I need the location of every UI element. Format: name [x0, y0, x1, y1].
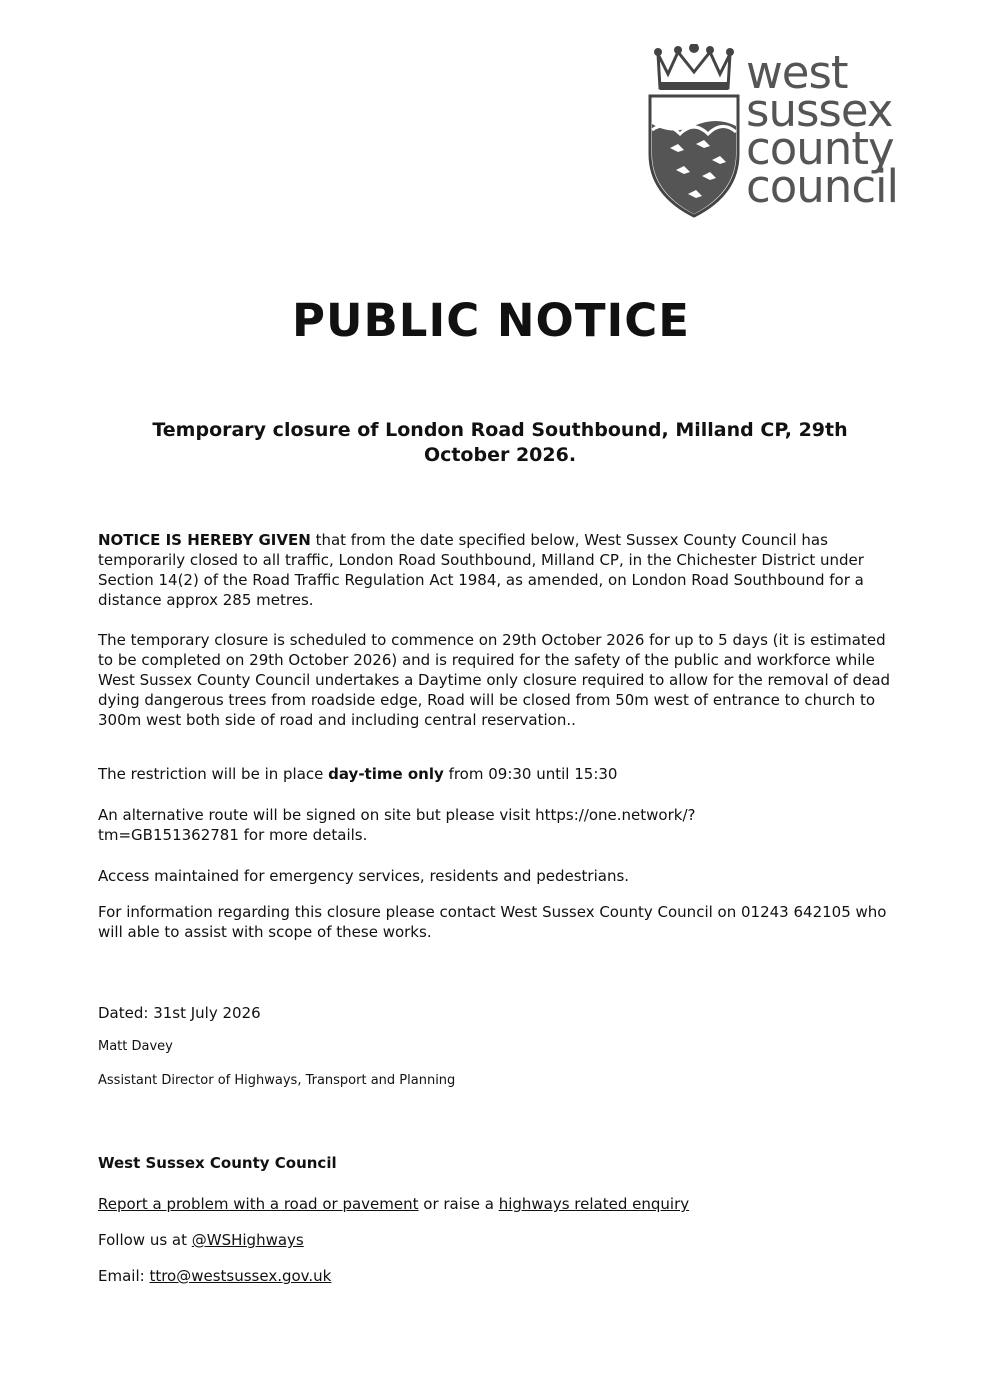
coat-of-arms-icon	[646, 44, 742, 219]
footer-follow-line	[98, 1230, 898, 1250]
notice-paragraph	[98, 530, 898, 610]
page-title: PUBLIC NOTICE	[291, 294, 691, 347]
logo-wordmark	[746, 46, 899, 213]
restriction-after: from 09:30 until 15:30	[443, 765, 618, 783]
email-link[interactable]: ttro@westsussex.gov.uk	[149, 1267, 332, 1285]
report-mid-text: or raise a	[418, 1195, 499, 1213]
notice-subtitle: Temporary closure of London Road Southbound, Milland CP, 29th October 2026.	[152, 419, 848, 466]
follow-prefix: Follow us at	[98, 1231, 192, 1249]
access-paragraph: Access maintained for emergency services, residents and pedestrians.	[98, 867, 630, 885]
signatory-name: Matt Davey	[98, 1039, 173, 1054]
schedule-paragraph: The temporary closure is scheduled to commence on 29th October 2026 for up to 5 days (it is estimated to be completed on 29th October 2026) and is required for the safety of the public and workforce while West Sussex County Council undertakes a Daytime only closure required to allow for the removal of dead dying dangerous trees from roadside edge, Road will be closed from 50m west of entrance to church to 300m west both side of road and including central reservation..	[98, 631, 891, 729]
logo-line: county	[746, 122, 894, 175]
footer-org: West Sussex County Council	[98, 1154, 337, 1172]
restriction-bold: day-time only	[328, 765, 444, 783]
alternative-route-paragraph: An alternative route will be signed on site but please visit https://one.network/?tm=GB151362781 for more details.	[98, 806, 696, 844]
logo-line: sussex	[746, 84, 893, 137]
logo-line: council	[746, 160, 899, 213]
council-logo	[646, 44, 926, 219]
notice-body: that from the date specified below, West Sussex County Council has temporarily closed to all traffic, London Road Southbound, Milland CP, in the Chichester District under Section 14(2) of the Road Traffic Regulation Act 1984, as amended, on London Road Southbound for a distance approx 285 metres.	[98, 531, 864, 609]
footer-report-line	[98, 1194, 898, 1214]
logo-line: west	[746, 46, 848, 99]
twitter-link[interactable]: @WSHighways	[191, 1231, 304, 1249]
footer-email-line	[98, 1266, 898, 1286]
signatory-title: Assistant Director of Highways, Transport and Planning	[98, 1073, 456, 1088]
notice-lead: NOTICE IS HEREBY GIVEN	[98, 531, 311, 549]
restriction-paragraph	[98, 764, 898, 784]
dated-line: Dated: 31st July 2026	[98, 1004, 261, 1022]
highways-enquiry-link[interactable]: highways related enquiry	[498, 1195, 690, 1213]
report-problem-link[interactable]: Report a problem with a road or pavement	[98, 1195, 419, 1213]
contact-paragraph: For information regarding this closure please contact West Sussex County Council on 01243 642105 who will able to assist with scope of these works.	[98, 903, 887, 941]
email-prefix: Email:	[98, 1267, 150, 1285]
restriction-before: The restriction will be in place	[98, 765, 329, 783]
